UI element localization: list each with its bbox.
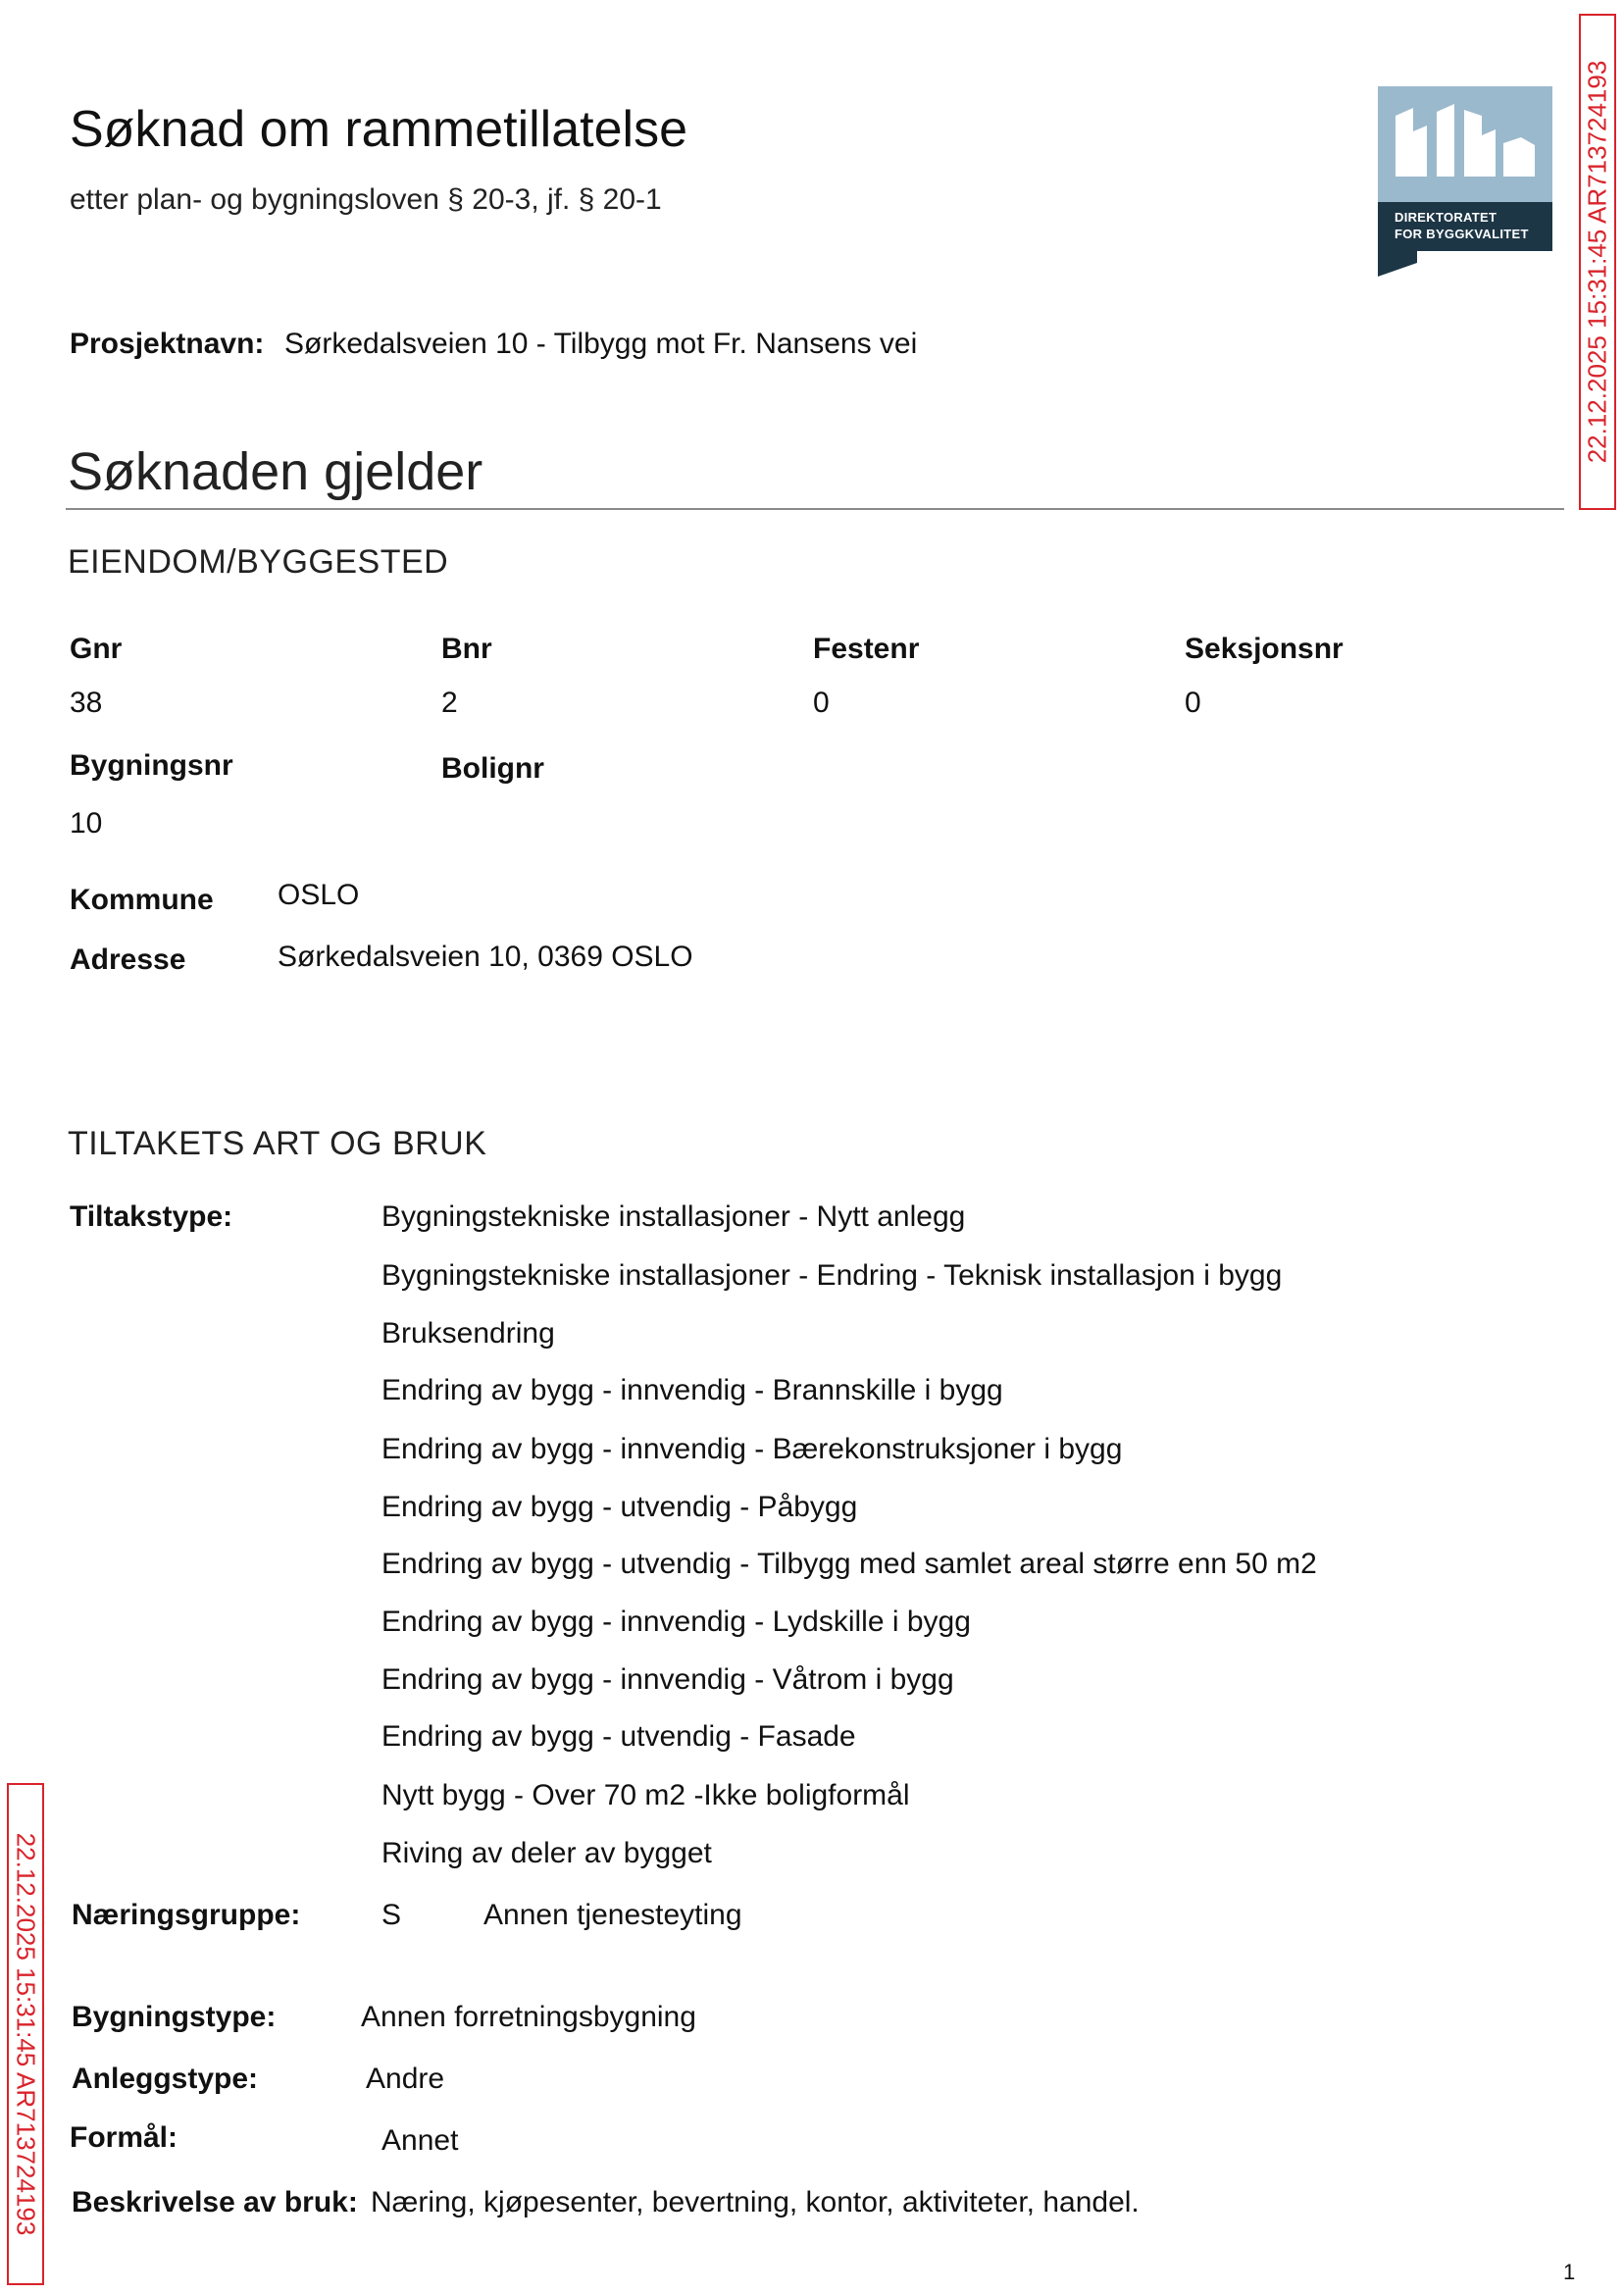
beskrivelse-label: Beskrivelse av bruk: <box>72 2186 358 2218</box>
bnr-value: 2 <box>441 687 458 719</box>
bnr-label: Bnr <box>441 633 492 665</box>
timestamp-stamp-left <box>7 1783 44 2285</box>
tiltakstype-item: Endring av bygg - innvendig - Lydskille i bygg <box>381 1606 971 1638</box>
anleggstype-label: Anleggstype: <box>72 2063 259 2095</box>
dibk-logo <box>1378 86 1552 277</box>
seksjonsnr-value: 0 <box>1185 687 1201 719</box>
naeringsgruppe-code: S <box>381 1899 402 1931</box>
stamp-text: 22.12.2025 15:31:45 AR713724193 <box>11 1832 41 2236</box>
tiltakstype-item: Nytt bygg - Over 70 m2 -Ikke boligformål <box>381 1779 910 1811</box>
stamp-text: 22.12.2025 15:31:45 AR713724193 <box>1582 60 1612 464</box>
adresse-label: Adresse <box>70 943 186 976</box>
gnr-value: 38 <box>70 687 103 719</box>
tiltakstype-item: Bruksendring <box>381 1317 555 1350</box>
naeringsgruppe-label: Næringsgruppe: <box>72 1899 301 1931</box>
formal-value: Annet <box>381 2124 459 2157</box>
adresse-value: Sørkedalsveien 10, 0369 OSLO <box>278 941 693 973</box>
tiltakstype-item: Bygningstekniske installasjoner - Nytt anlegg <box>381 1200 966 1233</box>
property-heading: EIENDOM/BYGGESTED <box>68 543 449 581</box>
tiltakstype-item: Endring av bygg - innvendig - Bærekonstruksjoner i bygg <box>381 1433 1123 1465</box>
anleggstype-value: Andre <box>366 2063 445 2095</box>
bygningsnr-label: Bygningsnr <box>70 749 233 782</box>
formal-label: Formål: <box>70 2121 178 2154</box>
bygningstype-value: Annen forretningsbygning <box>361 2001 696 2033</box>
tiltakstype-item: Endring av bygg - utvendig - Påbygg <box>381 1491 858 1523</box>
bolignr-label: Bolignr <box>441 752 544 785</box>
timestamp-stamp-right <box>1579 14 1616 510</box>
section-heading: Søknaden gjelder <box>68 442 483 501</box>
bygningstype-label: Bygningstype: <box>72 2001 277 2033</box>
page-number: 1 <box>1563 2260 1576 2284</box>
tiltakstype-item: Bygningstekniske installasjoner - Endring - Teknisk installasjon i bygg <box>381 1259 1283 1292</box>
logo-line-1: DIREKTORATET <box>1395 210 1497 225</box>
gnr-label: Gnr <box>70 633 123 665</box>
tiltakstype-label: Tiltakstype: <box>70 1200 233 1233</box>
beskrivelse-value: Næring, kjøpesenter, bevertning, kontor, aktiviteter, handel. <box>371 2186 1140 2218</box>
tiltakstype-item: Endring av bygg - innvendig - Brannskille i bygg <box>381 1374 1003 1406</box>
tiltakstype-item: Riving av deler av bygget <box>381 1837 712 1869</box>
section-divider <box>66 508 1564 510</box>
page-subtitle: etter plan- og bygningsloven § 20-3, jf. § 20-1 <box>70 183 662 216</box>
festenr-label: Festenr <box>813 633 920 665</box>
logo-line-2: FOR BYGGKVALITET <box>1395 227 1529 241</box>
project-value: Sørkedalsveien 10 - Tilbygg mot Fr. Nansens vei <box>284 328 918 360</box>
kommune-label: Kommune <box>70 884 214 916</box>
kommune-value: OSLO <box>278 879 360 911</box>
dibk-logo-graphic <box>1378 86 1552 277</box>
festenr-value: 0 <box>813 687 830 719</box>
bygningsnr-value: 10 <box>70 807 103 840</box>
naeringsgruppe-value: Annen tjenesteyting <box>483 1899 742 1931</box>
tiltakstype-item: Endring av bygg - utvendig - Tilbygg med samlet areal større enn 50 m2 <box>381 1548 1317 1580</box>
seksjonsnr-label: Seksjonsnr <box>1185 633 1344 665</box>
tiltakstype-item: Endring av bygg - innvendig - Våtrom i bygg <box>381 1663 954 1696</box>
page-title: Søknad om rammetillatelse <box>70 101 687 158</box>
tiltak-heading: TILTAKETS ART OG BRUK <box>68 1125 487 1162</box>
project-label: Prosjektnavn: <box>70 328 265 360</box>
tiltakstype-item: Endring av bygg - utvendig - Fasade <box>381 1720 856 1753</box>
